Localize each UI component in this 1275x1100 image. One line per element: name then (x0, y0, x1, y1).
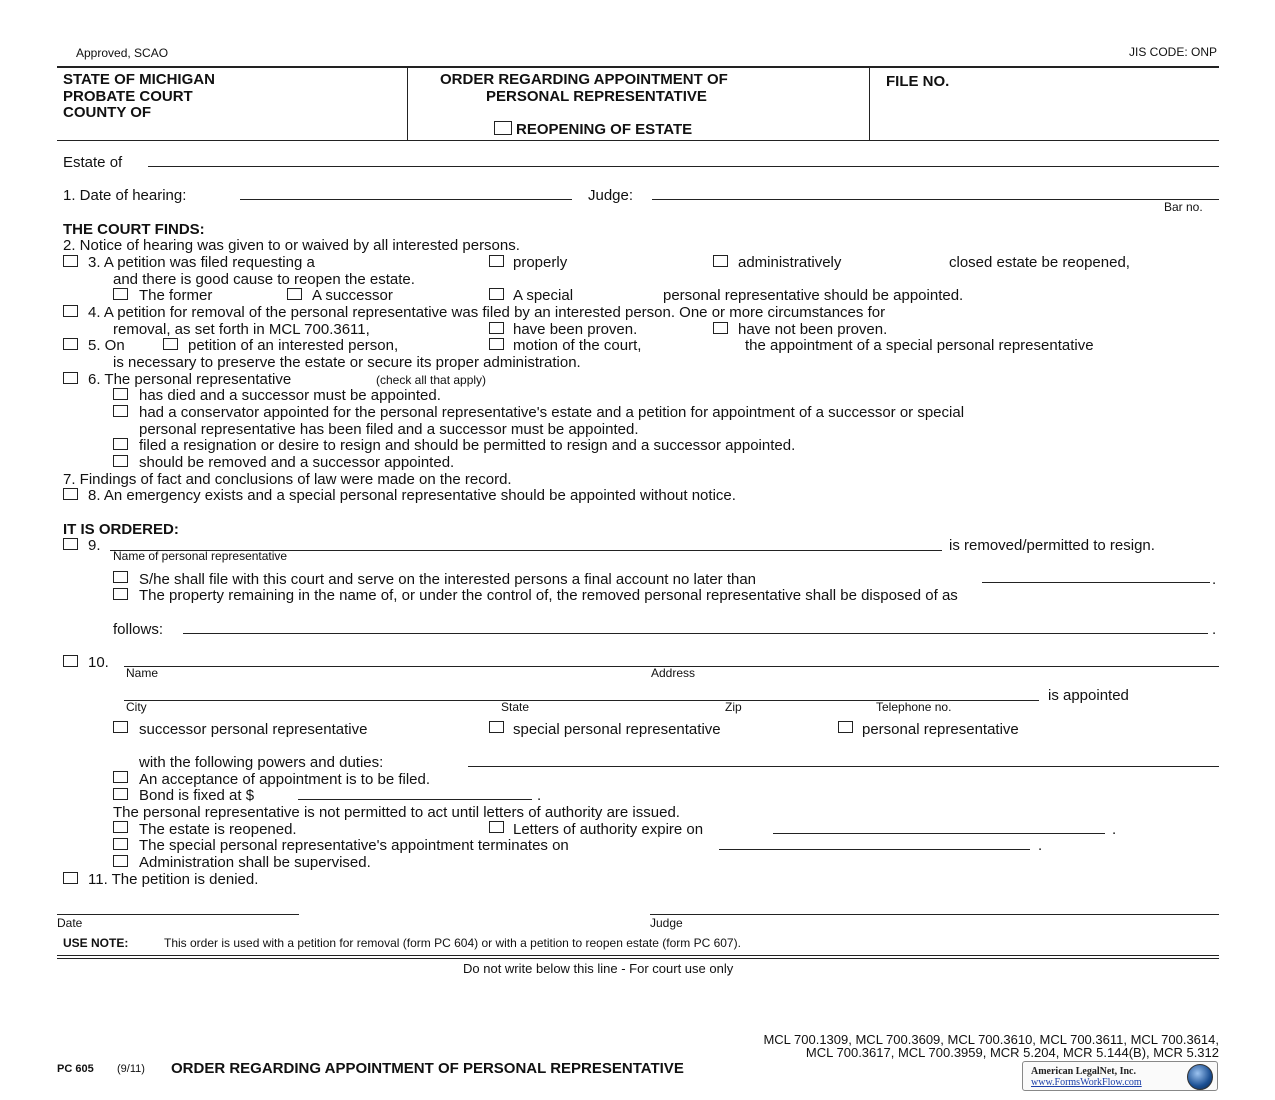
order-9-checkbox[interactable] (63, 538, 78, 550)
bond-period: . (537, 787, 542, 804)
finding-6a-checkbox[interactable] (113, 388, 128, 400)
finding-5-on: 5. On (88, 337, 125, 354)
petition-interested-label: petition of an interested person, (188, 337, 399, 354)
globe-icon (1187, 1064, 1213, 1090)
finding-6b-checkbox[interactable] (113, 405, 128, 417)
follows-label: follows: (113, 621, 164, 638)
special-pr-checkbox[interactable] (489, 721, 504, 733)
property-text: The property remaining in the name of, or under the control of, the removed personal representative shall be disposed of as (139, 587, 958, 604)
appointee-address-label: Address (651, 666, 696, 680)
administratively-label: administratively (738, 254, 842, 271)
jis-code: JIS CODE: ONP (1128, 45, 1217, 59)
it-is-ordered-heading: IT IS ORDERED: (63, 521, 179, 538)
use-note-label: USE NOTE: (63, 936, 129, 950)
finding-3-checkbox[interactable] (63, 255, 78, 267)
court-use-only-text: Do not write below this line - For court use only (463, 961, 734, 976)
court-finds-heading: THE COURT FINDS: (63, 221, 205, 238)
appointee-zip-label: Zip (725, 700, 742, 714)
finding-5-necessary: is necessary to preserve the estate or secure its proper administration. (113, 354, 581, 371)
court-state: STATE OF MICHIGAN (63, 71, 215, 88)
mcl-citations-1: MCL 700.1309, MCL 700.3609, MCL 700.3610, MCL 700.3611, MCL 700.3614, (763, 1032, 1219, 1047)
final-account-period: . (1212, 571, 1217, 588)
form-footer-title: ORDER REGARDING APPOINTMENT OF PERSONAL REPRESENTATIVE (171, 1060, 684, 1077)
reopened-checkbox[interactable] (113, 821, 128, 833)
order-10-checkbox[interactable] (63, 655, 78, 667)
special-pr-label: special personal representative (513, 721, 721, 738)
hearing-date-field[interactable] (240, 199, 572, 200)
administratively-checkbox[interactable] (713, 255, 728, 267)
form-date: (9/11) (117, 1063, 145, 1075)
file-no-label: FILE NO. (886, 73, 950, 90)
order-10-number: 10. (88, 654, 109, 671)
successor-checkbox[interactable] (287, 288, 302, 300)
petition-interested-checkbox[interactable] (163, 338, 178, 350)
bond-amount-field[interactable] (298, 799, 532, 800)
order-11-checkbox[interactable] (63, 872, 78, 884)
letters-expire-period: . (1112, 821, 1117, 838)
form-number: PC 605 (57, 1063, 94, 1075)
logo-company: American LegalNet, Inc. (1031, 1066, 1136, 1077)
special-checkbox[interactable] (489, 288, 504, 300)
header-divider-1 (407, 67, 408, 140)
supervised-text: Administration shall be supervised. (139, 854, 371, 871)
judge-signature-field[interactable] (650, 914, 1219, 915)
finding-4-text: 4. A petition for removal of the personal representative was filed by an interested person. One or more circumstances for (88, 304, 886, 321)
finding-6d-text: should be removed and a successor appointed. (139, 454, 455, 471)
form-title-line1: ORDER REGARDING APPOINTMENT OF (440, 71, 728, 88)
use-note-text: This order is used with a petition for removal (form PC 604) or with a petition to reopen estate (form PC 607). (164, 936, 741, 950)
terminates-checkbox[interactable] (113, 838, 128, 850)
letters-expire-text: Letters of authority expire on (513, 821, 704, 838)
hearing-date-label: 1. Date of hearing: (63, 187, 187, 204)
header-top-rule (57, 66, 1219, 68)
follows-field[interactable] (183, 633, 1208, 634)
terminates-period: . (1038, 837, 1043, 854)
pr-checkbox[interactable] (838, 721, 853, 733)
property-checkbox[interactable] (113, 588, 128, 600)
supervised-checkbox[interactable] (113, 855, 128, 867)
removed-text: is removed/permitted to resign. (949, 537, 1155, 554)
not-proven-checkbox[interactable] (713, 322, 728, 334)
logo-url[interactable]: www.FormsWorkFlow.com (1031, 1077, 1142, 1088)
court-use-rule-1 (57, 955, 1219, 956)
check-all-note: (check all that apply) (376, 373, 487, 387)
successor-pr-label: successor personal representative (139, 721, 368, 738)
properly-checkbox[interactable] (489, 255, 504, 267)
mcl-citations-2: MCL 700.3617, MCL 700.3959, MCR 5.204, MCR 5.144(B), MCR 5.312 (805, 1045, 1219, 1060)
finding-6b-text2: personal representative has been filed and a successor must be appointed. (139, 421, 639, 438)
appointee-name-label: Name (126, 666, 159, 680)
estate-of-field[interactable] (148, 166, 1219, 167)
finding-6d-checkbox[interactable] (113, 455, 128, 467)
former-label: The former (139, 287, 213, 304)
letters-expire-checkbox[interactable] (489, 821, 504, 833)
finding-4-removal: removal, as set forth in MCL 700.3611, (113, 321, 370, 338)
estate-of-label: Estate of (63, 154, 123, 171)
should-be-appointed-text: personal representative should be appointed. (663, 287, 964, 304)
finding-6b-text1: had a conservator appointed for the personal representative's estate and a petition for appointment of a successor or special (139, 404, 965, 421)
header-divider-2 (869, 67, 870, 140)
pr-label: personal representative (862, 721, 1019, 738)
not-proven-label: have not been proven. (738, 321, 888, 338)
motion-court-checkbox[interactable] (489, 338, 504, 350)
appointee-state-label: State (501, 700, 530, 714)
order-11-text: 11. The petition is denied. (88, 871, 259, 888)
proven-label: have been proven. (513, 321, 638, 338)
approved-scao: Approved, SCAO (76, 46, 169, 60)
finding-3-text: 3. A petition was filed requesting a (88, 254, 315, 271)
bar-no-label: Bar no. (1164, 200, 1203, 214)
finding-3-cause: and there is good cause to reopen the estate. (113, 271, 415, 288)
terminates-text: The special personal representative's appointment terminates on (139, 837, 569, 854)
finding-6a-text: has died and a successor must be appointed. (139, 387, 441, 404)
judge-label: Judge: (588, 187, 634, 204)
finding-7: 7. Findings of fact and conclusions of law were made on the record. (63, 471, 512, 488)
order-9-number: 9. (88, 537, 101, 554)
letters-expire-field[interactable] (773, 833, 1105, 834)
final-account-date-field[interactable] (982, 582, 1210, 583)
bond-text: Bond is fixed at $ (139, 787, 255, 804)
judge-field[interactable] (652, 199, 1219, 200)
former-checkbox[interactable] (113, 288, 128, 300)
powers-field[interactable] (468, 766, 1219, 767)
acceptance-text: An acceptance of appointment is to be filed. (139, 771, 431, 788)
header-bottom-rule (57, 140, 1219, 141)
date-signature-label: Date (57, 916, 83, 930)
finding-6-text: 6. The personal representative (88, 371, 292, 388)
finding-6-checkbox[interactable] (63, 372, 78, 384)
motion-court-label: motion of the court, (513, 337, 642, 354)
form-title-line2: PERSONAL REPRESENTATIVE (486, 88, 707, 105)
closed-estate-text: closed estate be reopened, (949, 254, 1130, 271)
not-permitted-text: The personal representative is not permitted to act until letters of authority are issued. (113, 804, 680, 821)
finding-8-checkbox[interactable] (63, 488, 78, 500)
finding-6c-checkbox[interactable] (113, 438, 128, 450)
final-account-text: S/he shall file with this court and serve on the interested persons a final account no later than (139, 571, 757, 588)
court-county: COUNTY OF (63, 104, 152, 121)
acceptance-checkbox[interactable] (113, 771, 128, 783)
finding-6c-text: filed a resignation or desire to resign and should be permitted to resign and a successor appointed. (139, 437, 796, 454)
finding-8-text: 8. An emergency exists and a special personal representative should be appointed without notice. (88, 487, 736, 504)
appointee-city-label: City (126, 700, 147, 714)
finding-5-checkbox[interactable] (63, 338, 78, 350)
judge-signature-label: Judge (650, 916, 683, 930)
court-probate: PROBATE COURT (63, 88, 193, 105)
appointee-phone-label: Telephone no. (876, 700, 952, 714)
special-label: A special (513, 287, 574, 304)
american-legalnet-logo[interactable] (1022, 1061, 1218, 1091)
final-account-checkbox[interactable] (113, 571, 128, 583)
powers-label: with the following powers and duties: (139, 754, 384, 771)
finding-5-rest: the appointment of a special personal representative (745, 337, 1094, 354)
finding-2: 2. Notice of hearing was given to or waived by all interested persons. (63, 237, 520, 254)
bond-checkbox[interactable] (113, 788, 128, 800)
court-use-rule-2 (57, 958, 1219, 959)
terminates-field[interactable] (719, 849, 1030, 850)
successor-pr-checkbox[interactable] (113, 721, 128, 733)
proven-checkbox[interactable] (489, 322, 504, 334)
finding-4-checkbox[interactable] (63, 305, 78, 317)
date-signature-field[interactable] (57, 914, 299, 915)
reopening-label: REOPENING OF ESTATE (516, 121, 693, 138)
follows-period: . (1212, 621, 1217, 638)
properly-label: properly (513, 254, 568, 271)
reopened-text: The estate is reopened. (139, 821, 297, 838)
successor-label: A successor (312, 287, 393, 304)
pr-name-label: Name of personal representative (113, 549, 288, 563)
is-appointed-text: is appointed (1048, 687, 1129, 704)
reopening-checkbox[interactable] (494, 121, 512, 135)
